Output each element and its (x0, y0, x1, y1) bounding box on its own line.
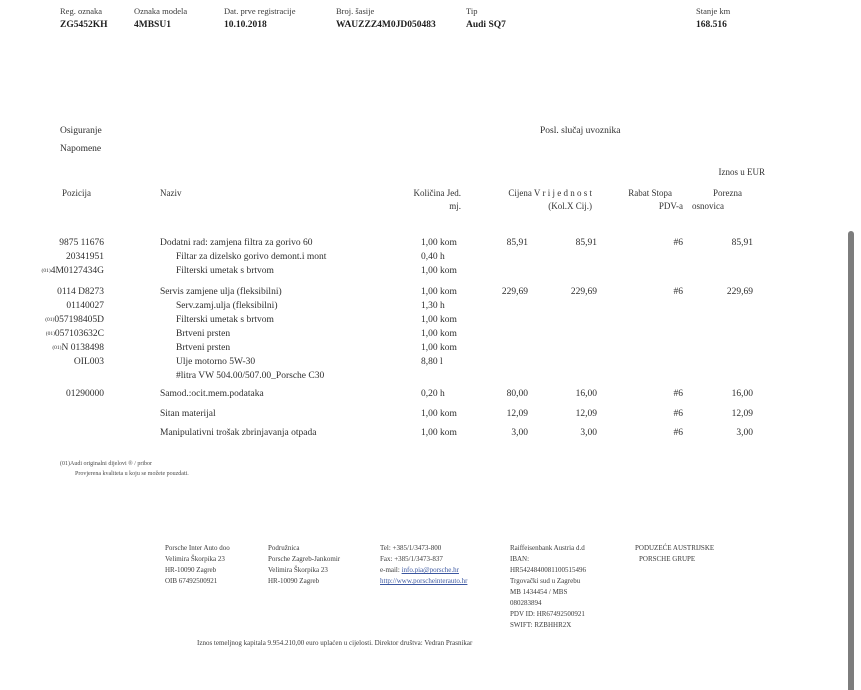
tax-base: 12,09 (731, 409, 753, 419)
unit-price: 3,00 (511, 428, 528, 438)
scrollbar-thumb[interactable] (848, 231, 854, 690)
position-code: 0114 D8273 (57, 287, 104, 297)
position-code: 057198405D (54, 315, 104, 325)
origin-prefix: (01) (52, 345, 62, 351)
quantity: 1,00 kom (421, 343, 457, 353)
line-value: 3,00 (580, 428, 597, 438)
swift-code: SWIFT: RZBHHR2X (510, 621, 572, 629)
table-row (0, 315, 861, 328)
stanje-km-label: Stanje km (696, 6, 731, 16)
broj-sasije-value: WAUZZZ4M0JD050483 (336, 20, 436, 30)
col-header-pozicija: Pozicija (62, 188, 91, 198)
item-name: Servis zamjene ulja (fleksibilni) (160, 287, 282, 297)
position-code: 01290000 (66, 389, 104, 399)
mb-mbs: MB 1434454 / MBS (510, 588, 568, 596)
item-name: Dodatni rad: zamjena filtra za gorivo 60 (160, 238, 313, 248)
table-row (0, 287, 861, 300)
item-name: Serv.zamj.ulja (fleksibilni) (176, 301, 278, 311)
quantity: 1,00 kom (421, 287, 457, 297)
vat-rate: #6 (673, 428, 683, 438)
col-header-pdv-a: PDV-a (658, 201, 683, 211)
unit-price: 80,00 (506, 389, 528, 399)
osiguranje-label: Osiguranje (60, 126, 102, 136)
capital-statement: Iznos temeljnog kapitala 9.954.210,00 euro uplaćen u cijelosti. Direktor društva: Vedran Prasnikar (197, 639, 473, 647)
currency-note: Iznos u EUR (718, 167, 765, 177)
footer-contact (380, 543, 467, 587)
col-header-kol-x-cij: (Kol.X Cij.) (548, 201, 592, 211)
table-row (0, 252, 861, 265)
table-row (0, 343, 861, 356)
tip-label: Tip (466, 6, 478, 16)
dat-prve-registracije-value: 10.10.2018 (224, 20, 267, 30)
napomene-label: Napomene (60, 144, 102, 154)
email-label: e-mail: (380, 566, 402, 574)
email-link[interactable]: info.pia@porsche.hr (401, 566, 459, 574)
quantity: 1,00 kom (421, 315, 457, 325)
tax-base: 229,69 (726, 287, 753, 297)
unit-price: 12,09 (506, 409, 528, 419)
stanje-km-value: 168.516 (696, 20, 727, 30)
footer-bank-legal (510, 543, 586, 631)
mbs-number: 080283894 (510, 599, 542, 607)
tax-base: 16,00 (731, 389, 753, 399)
footnote-origin: (01)Audi originalni dijelovi ® / pribor (60, 461, 153, 467)
footer-branch-address (268, 543, 340, 587)
origin-prefix: (01) (45, 317, 55, 323)
col-header-porezna: Porezna (713, 188, 742, 198)
col-header-cijena-vrijednost: Cijena V r i j e d n o s t (508, 188, 592, 198)
quantity: 8,80 l (421, 357, 443, 367)
bank-name: Raiffeisenbank Austria d.d (510, 544, 585, 552)
branch-street: Velimira Škorpika 23 (268, 566, 328, 574)
item-name: Manipulativni trošak zbrinjavanja otpada (160, 428, 317, 438)
table-row (0, 266, 861, 279)
line-value: 85,91 (575, 238, 597, 248)
item-name: Ulje motorno 5W-30 (176, 357, 256, 367)
item-name: Filterski umetak s brtvom (176, 266, 274, 276)
position-code: 01140027 (66, 301, 104, 311)
line-value: 16,00 (575, 389, 597, 399)
posl-slucaj-uvoznika-label: Posl. slučaj uvoznika (540, 126, 621, 136)
reg-oznaka-value: ZG5452KH (60, 20, 108, 30)
vat-rate: #6 (673, 238, 683, 248)
table-row (0, 238, 861, 251)
company-oib: OIB 67492500921 (165, 577, 218, 585)
quantity: 0,40 h (421, 252, 445, 262)
quantity: 1,00 kom (421, 428, 457, 438)
company-name: Porsche Inter Auto doo (165, 544, 230, 552)
item-name: Sitan materijal (160, 409, 216, 419)
origin-prefix: (01) (45, 331, 55, 337)
unit-price: 229,69 (501, 287, 528, 297)
position-code: N 0138498 (61, 343, 104, 353)
footer-company-address (165, 543, 230, 587)
court-registry: Trgovački sud u Zagrebu (510, 577, 581, 585)
website-link[interactable]: http://www.porscheinterauto.hr (380, 577, 468, 585)
line-value: 12,09 (575, 409, 597, 419)
company-street: Velimira Škorpika 23 (165, 555, 225, 563)
position-code: 9875 11676 (59, 238, 104, 248)
quantity: 1,30 h (421, 301, 445, 311)
quantity: 1,00 kom (421, 409, 457, 419)
table-row (0, 389, 861, 402)
branch-name: Porsche Zagreb-Jankomir (268, 555, 341, 563)
vat-rate: #6 (673, 389, 683, 399)
fax-number: Fax: +385/1/3473-837 (380, 555, 443, 563)
quantity: 0,20 h (421, 389, 445, 399)
table-row (0, 428, 861, 441)
pdv-id: PDV ID: HR67492500921 (510, 610, 585, 618)
table-row (0, 357, 861, 370)
iban-label: IBAN: (510, 555, 530, 563)
item-name: Filtar za dizelsko gorivo demont.i mont (176, 252, 327, 262)
branch-city: HR-10090 Zagreb (268, 577, 320, 585)
footer-group (635, 543, 714, 565)
position-code: OIL003 (73, 357, 104, 367)
position-code: 057103632C (54, 329, 104, 339)
col-header-naziv: Naziv (160, 188, 182, 198)
col-header-rabat-stopa: Rabat Stopa (628, 188, 672, 198)
origin-prefix: (01) (41, 268, 51, 274)
branch-label: Podružnica (268, 544, 300, 552)
col-header-kolicina-line1: Količina Jed. (413, 188, 461, 198)
col-header-kolicina-line2: mj. (449, 201, 461, 211)
oznaka-modela-value: 4MBSU1 (134, 20, 171, 30)
dat-prve-registracije-label: Dat. prve registracije (224, 6, 296, 16)
unit-price: 85,91 (506, 238, 528, 248)
table-row (0, 301, 861, 314)
quantity: 1,00 kom (421, 238, 457, 248)
company-city: HR-10090 Zagreb (165, 566, 217, 574)
quantity: 1,00 kom (421, 266, 457, 276)
item-name: Brtveni prsten (176, 343, 231, 353)
oznaka-modela-label: Oznaka modela (134, 6, 188, 16)
reg-oznaka-label: Reg. oznaka (60, 6, 103, 16)
vat-rate: #6 (673, 409, 683, 419)
position-code: 20341951 (66, 252, 104, 262)
group-line1: PODUZEĆE AUSTRIJSKE (635, 544, 715, 552)
vat-rate: #6 (673, 287, 683, 297)
item-name: #litra VW 504.00/507.00_Porsche C30 (176, 371, 325, 381)
col-header-osnovica: osnovica (692, 201, 724, 211)
quantity: 1,00 kom (421, 329, 457, 339)
item-name: Brtveni prsten (176, 329, 231, 339)
tax-base: 3,00 (736, 428, 753, 438)
group-line2: PORSCHE GRUPE (639, 555, 696, 563)
broj-sasije-label: Broj. šasije (336, 6, 375, 16)
line-value: 229,69 (570, 287, 597, 297)
footnote-quality: Provjerena kvaliteta u koju se možete pouzdati. (75, 471, 189, 477)
iban-number: HR5424840081100515496 (510, 566, 586, 574)
table-row (0, 329, 861, 342)
item-name: Filterski umetak s brtvom (176, 315, 274, 325)
table-row (0, 371, 861, 384)
position-code: 4M0127434G (50, 266, 104, 276)
item-name: Samod.:ocit.mem.podataka (160, 389, 264, 399)
tip-value: Audi SQ7 (466, 20, 506, 30)
phone-number: Tel: +385/1/3473-800 (380, 544, 442, 552)
tax-base: 85,91 (731, 238, 753, 248)
table-row (0, 409, 861, 422)
